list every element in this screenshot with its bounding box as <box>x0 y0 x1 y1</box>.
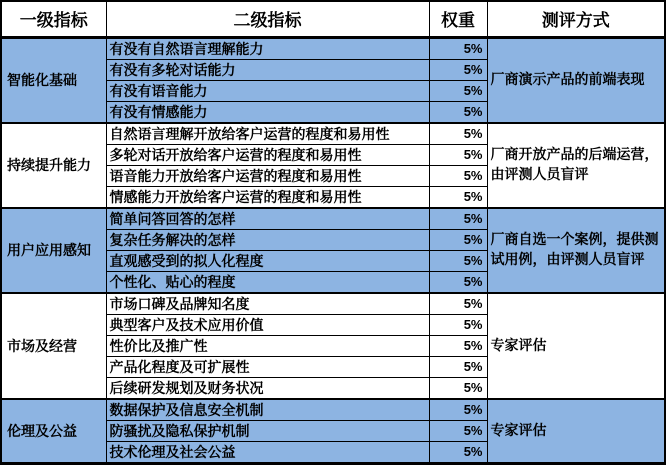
level2-cell: 自然语言理解开放给客户运营的程度和易用性 <box>106 123 429 145</box>
weight-cell: 5% <box>429 441 487 463</box>
weight-cell: 5% <box>429 293 487 315</box>
col-header-level2: 二级指标 <box>106 1 429 37</box>
table-row <box>1 123 665 145</box>
col-header-level1: 一级指标 <box>1 1 106 37</box>
level2-cell: 有没有语音能力 <box>106 80 429 101</box>
weight-cell: 5% <box>429 377 487 399</box>
level2-cell: 典型客户及技术应用价值 <box>106 314 429 335</box>
weight-cell: 5% <box>429 208 487 230</box>
level2-cell: 性价比及推广性 <box>106 335 429 356</box>
weight-cell: 5% <box>429 314 487 335</box>
level2-cell: 有没有多轮对话能力 <box>106 59 429 80</box>
weight-cell: 5% <box>429 399 487 421</box>
level2-cell: 市场口碑及品牌知名度 <box>106 293 429 315</box>
level2-cell: 多轮对话开放给客户运营的程度和易用性 <box>106 144 429 165</box>
level2-cell: 直观感受到的拟人化程度 <box>106 250 429 271</box>
level2-cell: 技术伦理及社会公益 <box>106 441 429 463</box>
method-cell: 厂商演示产品的前端表现 <box>487 37 665 123</box>
level2-cell: 后续研发规划及财务状况 <box>106 377 429 399</box>
level2-cell: 语音能力开放给客户运营的程度和易用性 <box>106 165 429 186</box>
method-cell: 专家评估 <box>487 293 665 399</box>
col-header-method: 测评方式 <box>487 1 665 37</box>
weight-cell: 5% <box>429 271 487 293</box>
weight-cell: 5% <box>429 420 487 441</box>
weight-cell: 5% <box>429 37 487 59</box>
weight-cell: 5% <box>429 59 487 80</box>
table-row <box>1 293 665 315</box>
level2-cell: 复杂任务解决的怎样 <box>106 229 429 250</box>
weight-cell: 5% <box>429 356 487 377</box>
table-row <box>1 208 665 230</box>
method-cell: 专家评估 <box>487 399 665 464</box>
level1-cell: 持续提升能力 <box>1 123 106 208</box>
level2-cell: 有没有情感能力 <box>106 101 429 123</box>
level1-cell: 智能化基础 <box>1 37 106 123</box>
weight-cell: 5% <box>429 101 487 123</box>
level2-cell: 有没有自然语言理解能力 <box>106 37 429 59</box>
method-cell: 厂商自选一个案例，提供测试用例，由评测人员盲评 <box>487 208 665 293</box>
level2-cell: 简单问答回答的怎样 <box>106 208 429 230</box>
weight-cell: 5% <box>429 80 487 101</box>
level1-cell: 市场及经营 <box>1 293 106 399</box>
weight-cell: 5% <box>429 186 487 208</box>
weight-cell: 5% <box>429 229 487 250</box>
weight-cell: 5% <box>429 123 487 145</box>
weight-cell: 5% <box>429 165 487 186</box>
level2-cell: 防骚扰及隐私保护机制 <box>106 420 429 441</box>
level2-cell: 个性化、贴心的程度 <box>106 271 429 293</box>
weight-cell: 5% <box>429 335 487 356</box>
level2-cell: 情感能力开放给客户运营的程度和易用性 <box>106 186 429 208</box>
level2-cell: 产品化程度及可扩展性 <box>106 356 429 377</box>
col-header-weight: 权重 <box>429 1 487 37</box>
level2-cell: 数据保护及信息安全机制 <box>106 399 429 421</box>
table-row <box>1 399 665 421</box>
weight-cell: 5% <box>429 144 487 165</box>
table-row <box>1 37 665 59</box>
weight-cell: 5% <box>429 250 487 271</box>
header-row <box>1 1 665 37</box>
method-cell: 厂商开放产品的后端运营，由评测人员盲评 <box>487 123 665 208</box>
level1-cell: 用户应用感知 <box>1 208 106 293</box>
level1-cell: 伦理及公益 <box>1 399 106 464</box>
